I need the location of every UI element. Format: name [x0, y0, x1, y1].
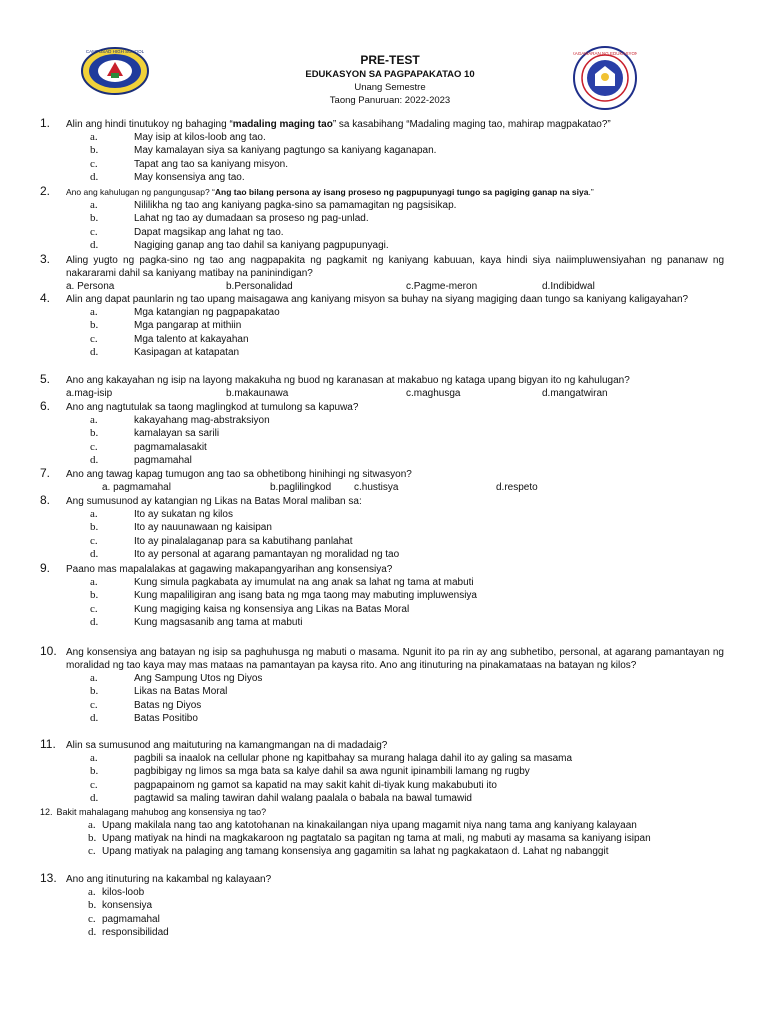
option-text: Ito ay nauunawaan ng kaisipan: [134, 522, 272, 534]
options-list: [90, 672, 724, 725]
option-item: [88, 886, 724, 899]
option-letter: a.: [88, 886, 96, 898]
question-number: 5.: [40, 372, 51, 386]
option-text: Kung simula pagkabata ay imumulat na ang anak sa lahat ng tama at mabuti: [134, 577, 474, 588]
question-text: Bakit mahalagang mahubog ang konsensiya ng tao?: [56, 807, 267, 817]
option-item: [90, 616, 724, 629]
question-2: [40, 185, 724, 252]
option-item: [90, 346, 724, 359]
question-number: 1.: [40, 116, 51, 130]
option-text: pagbibigay ng limos sa mga bata sa kalye dahil sa awa ngunit ipinambili lamang ng rugby: [134, 766, 530, 778]
option-item: [90, 171, 724, 184]
option-item: [90, 672, 724, 685]
option-letter: a.: [90, 508, 98, 520]
option-text: Lahat ng tao ay dumadaan sa proseso ng pag-unlad.: [134, 213, 369, 225]
question-10: [40, 645, 724, 725]
option: d.Indibidwal: [542, 281, 595, 292]
question-13: [40, 872, 724, 939]
option-text: pagpapainom ng gamot sa kapatid na may sakit kahit di-tiyak kung makabubuti ito: [134, 779, 497, 791]
option: c.maghusga: [406, 388, 461, 399]
option-text: Ang Sampung Utos ng Diyos: [134, 673, 263, 684]
deped-seal: [573, 46, 637, 110]
option-item: [90, 239, 724, 252]
question-number: 9.: [40, 561, 51, 575]
option-letter: a.: [90, 199, 98, 211]
inline-options: [40, 481, 724, 494]
option-letter: c.: [90, 332, 98, 345]
option-text: responsibilidad: [102, 926, 169, 938]
option-item: [90, 548, 724, 561]
option-item: [90, 603, 724, 616]
school-year: Taong Panuruan: 2022-2023: [329, 95, 451, 106]
option-item: [88, 845, 724, 858]
option-letter: b.: [88, 832, 97, 844]
question-number: 7.: [40, 466, 51, 480]
option-text: kakayahang mag-abstraksiyon: [134, 415, 270, 426]
option-item: [88, 819, 724, 832]
option-item: [90, 454, 724, 467]
option-text: pagmamalasakit: [134, 441, 207, 453]
inline-options: [40, 387, 724, 400]
option-item: [90, 158, 724, 171]
option: b.paglilingkod: [270, 482, 332, 493]
options-list: [90, 199, 724, 252]
option-letter: b.: [90, 521, 99, 534]
option-item: [90, 333, 724, 346]
option-text: Tapat ang tao sa kaniyang misyon.: [134, 158, 288, 170]
option-letter: b.: [90, 212, 99, 225]
option: c.hustisya: [354, 482, 399, 493]
option-text: Kung mapaliligiran ang isang bata ng mga taong may mabuting impluwensiya: [134, 590, 477, 602]
option-text: Ito ay personal at agarang pamantayan ng moralidad ng tao: [134, 548, 400, 560]
option-letter: d.: [90, 547, 99, 560]
option-letter: c.: [90, 778, 98, 791]
option-item: [88, 926, 724, 939]
option-letter: b.: [90, 765, 99, 778]
option-letter: d.: [90, 345, 99, 358]
option-letter: a.: [90, 414, 98, 426]
option-item: [90, 144, 724, 157]
option-text: Kasipagan at katapatan: [134, 346, 240, 358]
question-number: 8.: [40, 493, 51, 507]
option-text: pagbili sa inaalok na cellular phone ng kapitbahay sa murang halaga dahil ito ay galing sa masama: [134, 753, 573, 764]
option-text: pagmamahal: [102, 913, 160, 925]
question-text: Ano ang kakayahan ng isip na layong makakuha ng buod ng karanasan at makabuo ng kataga upang bigyan ito ng kahulugan?: [66, 375, 630, 386]
options-list: [90, 306, 724, 359]
option-text: Kung magsasanib ang tama at mabuti: [134, 616, 303, 628]
option-item: [90, 521, 724, 534]
option-letter: b.: [88, 899, 97, 912]
option-letter: d.: [90, 170, 99, 183]
question-text: Ano ang kahulugan ng pangungusap? “Ang tao bilang persona ay isang proseso ng pagpupunyagi tungo sa pagiging ganap na siya.”: [66, 187, 594, 197]
option-item: [90, 576, 724, 589]
option-item: [90, 765, 724, 778]
options-list: [90, 131, 724, 184]
question-number: 10.: [40, 644, 57, 658]
svg-text:KAGAWARAN NG EDUKASYON: KAGAWARAN NG EDUKASYON: [573, 51, 637, 56]
options-list: [88, 886, 724, 939]
option-item: [90, 199, 724, 212]
options-list: [88, 819, 724, 858]
question-number: 13.: [40, 871, 57, 885]
option-letter: a.: [90, 752, 98, 764]
option-text: Upang makilala nang tao ang katotohanan na kinakailangan niya upang magamit niya nang tama ang kaniyang kalayaan: [102, 820, 637, 831]
option-letter: c.: [90, 225, 98, 238]
option-text: Batas ng Diyos: [134, 699, 202, 711]
option-text: Upang matiyak na palaging ang tamang konsensiya ang gagamitin sa lahat ng pagkakataon d. Lahat ng nabanggit: [102, 846, 609, 857]
option-item: [90, 212, 724, 225]
option-letter: b.: [90, 319, 99, 332]
option-letter: b.: [90, 589, 99, 602]
option-item: [90, 508, 724, 521]
question-text: Alin ang hindi tinutukoy ng bahaging “madaling maging tao” sa kasabihang “Madaling maging tao, mahirap magpakatao?”: [66, 119, 611, 130]
school-logo: [80, 46, 150, 96]
option-text: Kung magiging kaisa ng konsensiya ang Likas na Batas Moral: [134, 603, 410, 615]
option-item: [90, 306, 724, 319]
question-text: Ano ang itinuturing na kakambal ng kalayaan?: [66, 874, 272, 885]
option-item: [90, 685, 724, 698]
option-letter: b.: [90, 144, 99, 157]
option-text: konsensiya: [102, 900, 153, 912]
option: d.respeto: [496, 482, 538, 493]
option-text: Dapat magsikap ang lahat ng tao.: [134, 226, 284, 238]
question-text: Ano ang nagtutulak sa taong maglingkod at tumulong sa kapuwa?: [66, 402, 359, 413]
question-11: [40, 738, 724, 805]
test-header: [240, 52, 540, 107]
test-title: PRE-TEST: [360, 53, 420, 67]
option: a. pagmamahal: [102, 482, 171, 493]
option-letter: d.: [90, 791, 99, 804]
option-text: kilos-loob: [102, 887, 145, 898]
option: d.mangatwiran: [542, 388, 608, 399]
option-text: Upang matiyak na hindi na magkakaroon ng pagtatalo sa pagitan ng tama at mali, ng mabuti ay masama sa kaniyang isipan: [102, 833, 651, 844]
option-text: Nagiging ganap ang tao dahil sa kaniyang pagpupunyagi.: [134, 239, 389, 251]
question-number: 11.: [40, 737, 56, 751]
option: b.makaunawa: [226, 388, 289, 399]
option-text: Mga katangian ng pagpapakatao: [134, 307, 280, 318]
question-text: Aling yugto ng pagka-sino ng tao ang nagpapakita ng pagkamit ng kaniyang kabuuan, kaya hindi siya naiimpluwensiyahan ng pananaw ng nakararami dahil sa kaniyang matibay na paninindigan?: [66, 255, 724, 279]
option-letter: d.: [90, 453, 99, 466]
option-letter: c.: [90, 157, 98, 170]
option-item: [88, 913, 724, 926]
option-text: Mga pangarap at mithiin: [134, 320, 242, 332]
semester: Unang Semestre: [354, 82, 426, 93]
option-text: Likas na Batas Moral: [134, 686, 228, 698]
option: b.Personalidad: [226, 281, 293, 292]
option-letter: c.: [90, 440, 98, 453]
question-8: [40, 494, 724, 561]
option-letter: a.: [88, 819, 96, 831]
option-letter: a.: [90, 131, 98, 143]
option-letter: c.: [90, 534, 98, 547]
option-text: May isip at kilos-loob ang tao.: [134, 132, 266, 143]
question-number: 6.: [40, 399, 51, 413]
question-number: 4.: [40, 291, 51, 305]
option-letter: a.: [90, 576, 98, 588]
option-letter: a.: [90, 306, 98, 318]
question-7: [40, 467, 724, 494]
question-number: 3.: [40, 252, 51, 266]
option-item: [88, 832, 724, 845]
option-item: [90, 779, 724, 792]
option-item: [90, 752, 724, 765]
option-item: [90, 319, 724, 332]
question-text: Ang sumusunod ay katangian ng Likas na Batas Moral maliban sa:: [66, 496, 362, 507]
option-text: pagmamahal: [134, 454, 192, 466]
option: c.Pagme-meron: [406, 281, 478, 292]
option-letter: d.: [90, 615, 99, 628]
question-3: [40, 253, 724, 293]
option-item: [90, 226, 724, 239]
option-item: [90, 535, 724, 548]
option-letter: b.: [90, 427, 99, 440]
question-text: Ano ang tawag kapag tumugon ang tao sa obhetibong hinihingi ng sitwasyon?: [66, 469, 412, 480]
option-letter: d.: [88, 925, 97, 938]
option-item: [90, 131, 724, 144]
option-item: [90, 414, 724, 427]
question-6: [40, 400, 724, 467]
option-item: [90, 427, 724, 440]
option-letter: d.: [90, 238, 99, 251]
option-letter: c.: [88, 912, 96, 925]
question-9: [40, 562, 724, 629]
option-text: Ito ay sukatan ng kilos: [134, 509, 233, 520]
options-list: [90, 576, 724, 629]
question-text: Ang konsensiya ang batayan ng isip sa paghuhusga ng mabuti o masama. Ngunit ito pa rin ay ang subhetibo, personal, at agarang pamantayan ng moralidad ng tao kaya may mas mataas na pamantayan pa kaysa rito. Ano ang itinuturing na pinakamataas na batayan ng kilos?: [66, 647, 724, 671]
option-text: Nililikha ng tao ang kaniyang pagka-sino sa pamamagitan ng pagsisikap.: [134, 200, 457, 211]
option-letter: a.: [90, 672, 98, 684]
question-4: [40, 292, 724, 359]
option-text: May konsensiya ang tao.: [134, 171, 245, 183]
option-text: kamalayan sa sarili: [134, 428, 220, 440]
options-list: [90, 508, 724, 561]
option-text: pagtawid sa maling tawiran dahil walang paalala o babala na bawal tumawid: [134, 792, 472, 804]
option-text: Mga talento at kakayahan: [134, 333, 249, 345]
option-item: [90, 712, 724, 725]
option-letter: c.: [90, 698, 98, 711]
question-number: 2.: [40, 184, 51, 198]
option-text: Ito ay pinalalaganap para sa kabutihang panlahat: [134, 535, 353, 547]
option-letter: c.: [90, 602, 98, 615]
options-list: [90, 414, 724, 467]
option-item: [90, 699, 724, 712]
question-1: [40, 117, 724, 184]
svg-text:CAMPUSAD HIGH SCHOOL: CAMPUSAD HIGH SCHOOL: [85, 49, 145, 54]
option-item: [88, 899, 724, 912]
option-item: [90, 441, 724, 454]
option: a. Persona: [66, 281, 115, 292]
question-5: [40, 373, 724, 400]
question-text: Alin sa sumusunod ang maituturing na kamangmangan na di madadaig?: [66, 740, 388, 751]
option-text: Batas Positibo: [134, 712, 198, 724]
question-text: Paano mas mapalalakas at gagawing makapangyarihan ang konsensiya?: [66, 564, 393, 575]
option-letter: b.: [90, 685, 99, 698]
question-text: Alin ang dapat paunlarin ng tao upang maisagawa ang kaniyang misyon sa buhay na siyang magiging daan tungo sa kaniyang kaligayahan?: [66, 294, 689, 305]
subject-title: EDUKASYON SA PAGPAPAKATAO 10: [305, 69, 475, 80]
options-list: [90, 752, 724, 805]
option: a.mag-isip: [66, 388, 113, 399]
question-12: [40, 806, 724, 858]
option-text: May kamalayan siya sa kaniyang pagtungo sa kaniyang kaganapan.: [134, 145, 437, 157]
option-item: [90, 589, 724, 602]
option-item: [90, 792, 724, 805]
option-letter: c.: [88, 845, 96, 857]
option-letter: d.: [90, 711, 99, 724]
question-number: 12.: [40, 807, 53, 817]
